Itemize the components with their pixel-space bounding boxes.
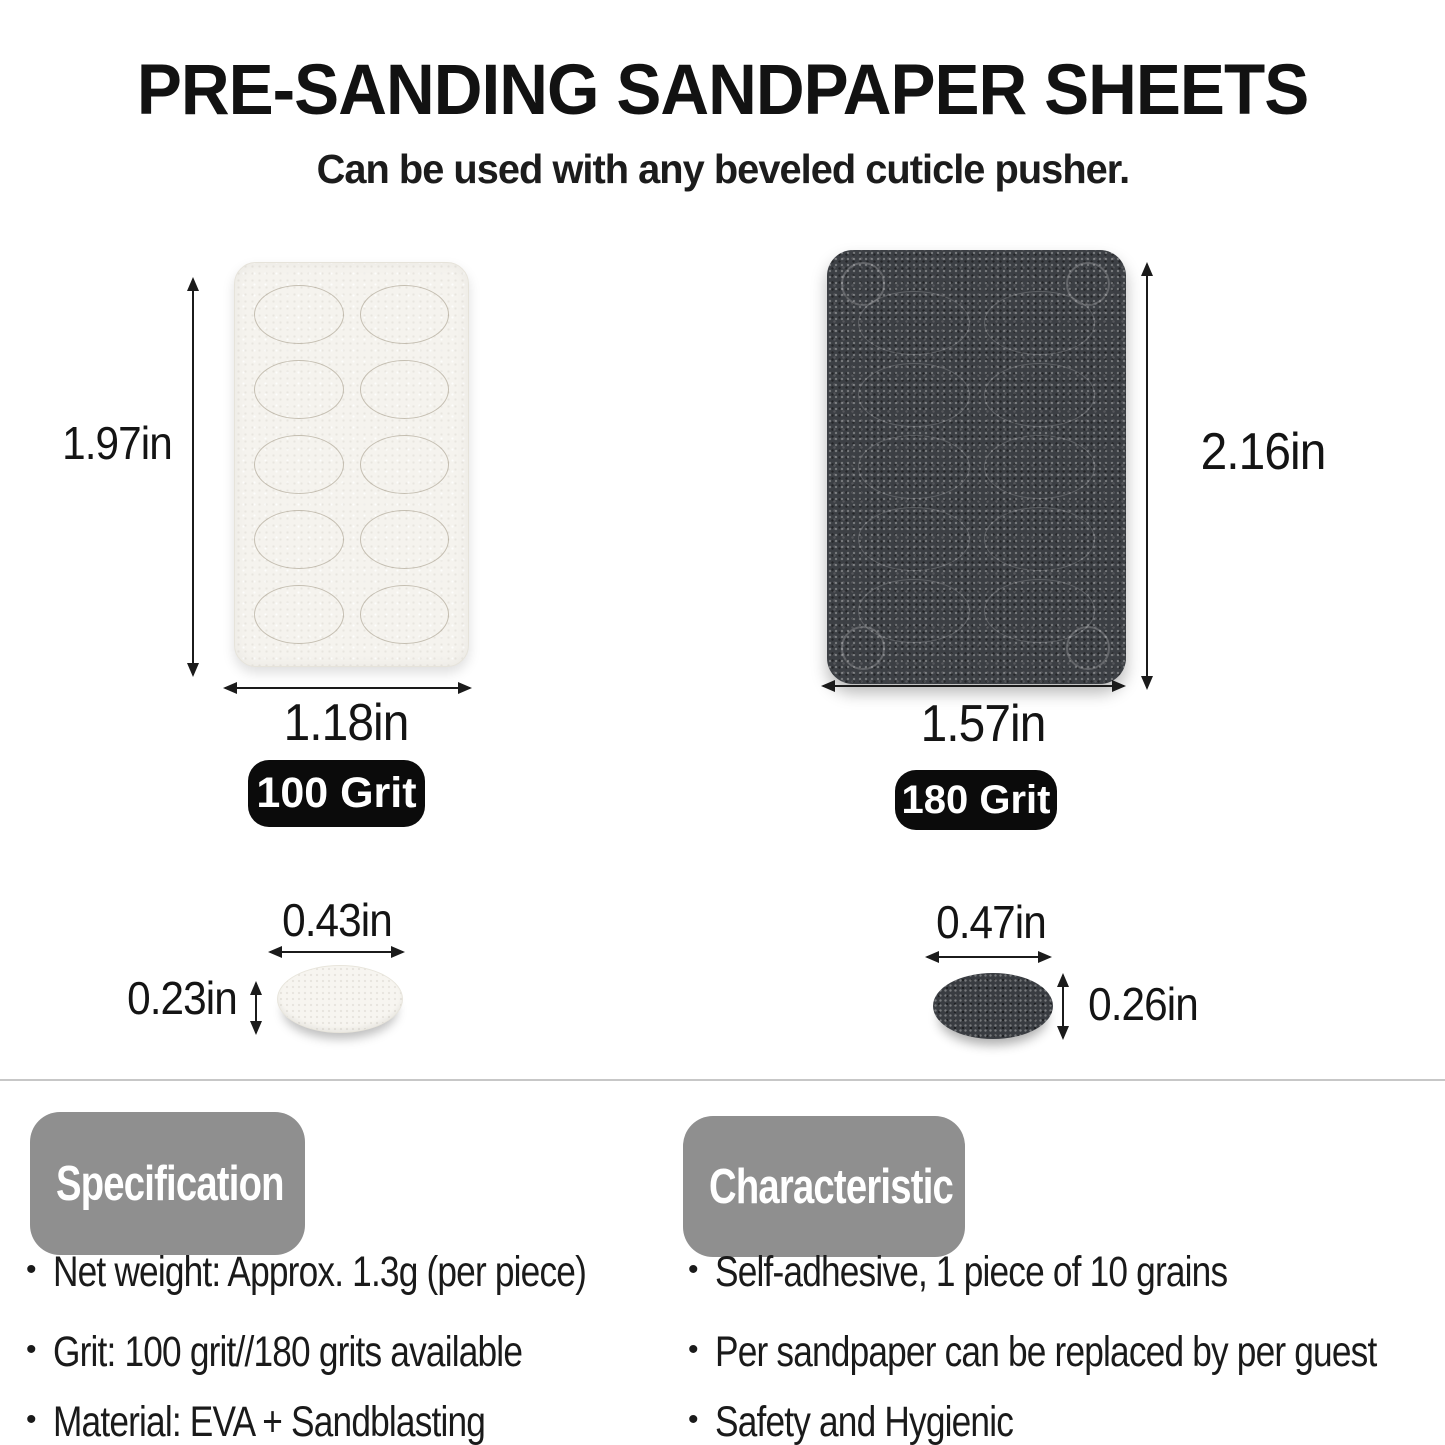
black-dot-height-label: 0.26in: [1088, 978, 1198, 1030]
white-dot-height-label: 0.23in: [127, 972, 237, 1024]
sandpaper-oval: [360, 285, 450, 344]
page-subtitle: [0, 146, 1445, 193]
sandpaper-oval: [360, 510, 450, 569]
sandpaper-oval: [858, 579, 970, 643]
dimension-arrow-horizontal: [270, 951, 403, 953]
sandpaper-oval: [858, 435, 970, 499]
dimension-arrow-vertical: [192, 279, 194, 675]
dimension-arrow-horizontal: [823, 685, 1124, 687]
specification-item: • Grit: 100 grit//180 grits available: [26, 1326, 625, 1378]
grit-badge-100: 100 Grit: [248, 760, 425, 827]
dimension-arrow-vertical: [255, 983, 257, 1033]
dimension-arrow-vertical: [1146, 264, 1148, 688]
sandpaper-oval: [254, 435, 344, 494]
section-divider: [0, 1079, 1445, 1081]
dimension-arrow-horizontal: [225, 687, 470, 689]
black-dot-width-label: 0.47in: [936, 896, 1046, 948]
sandpaper-oval: [984, 291, 1096, 355]
characteristic-item: • Safety and Hygienic: [688, 1396, 1078, 1445]
black-sandpaper-dot: [933, 973, 1053, 1039]
characteristic-item: • Self-adhesive, 1 piece of 10 grains: [688, 1246, 1339, 1298]
white-dot-width-label: 0.43in: [282, 894, 392, 946]
sandpaper-oval: [254, 585, 344, 644]
characteristic-heading-badge: [683, 1116, 965, 1257]
page-subtitle-text: Can be used with any beveled cuticle pusher.: [316, 146, 1129, 192]
page-title-text: PRE-SANDING SANDPAPER SHEETS: [136, 51, 1309, 130]
specification-item: • Net weight: Approx. 1.3g (per piece): [26, 1246, 703, 1298]
sandpaper-oval: [360, 435, 450, 494]
sandpaper-oval: [984, 435, 1096, 499]
white-sheet-oval-grid: [251, 283, 452, 646]
dimension-arrow-vertical: [1062, 975, 1064, 1038]
sandpaper-oval: [254, 510, 344, 569]
black-sandpaper-sheet: [827, 250, 1126, 684]
dimension-arrow-horizontal: [927, 956, 1050, 958]
black-sheet-height-label: 2.16in: [1200, 423, 1326, 481]
specification-heading: Specification: [56, 1156, 284, 1211]
sandpaper-oval: [858, 363, 970, 427]
sandpaper-oval: [984, 579, 1096, 643]
grit-badge-180: 180 Grit: [895, 770, 1057, 830]
sandpaper-oval: [858, 291, 970, 355]
specification-item: • Material: EVA + Sandblasting: [26, 1396, 579, 1445]
characteristic-heading: Characteristic: [709, 1159, 954, 1214]
sandpaper-oval: [858, 507, 970, 571]
sandpaper-oval: [360, 585, 450, 644]
white-sheet-height-label: 1.97in: [62, 417, 172, 469]
white-sandpaper-sheet: [234, 262, 469, 667]
sandpaper-oval: [254, 360, 344, 419]
white-sheet-width-label: 1.18in: [283, 694, 409, 752]
sandpaper-oval: [984, 363, 1096, 427]
sandpaper-oval: [360, 360, 450, 419]
page-title: [0, 50, 1445, 131]
black-sheet-width-label: 1.57in: [920, 695, 1046, 753]
sandpaper-oval: [254, 285, 344, 344]
specification-heading-badge: [30, 1112, 305, 1255]
white-sandpaper-dot: [277, 965, 403, 1033]
black-sheet-oval-grid: [855, 290, 1098, 644]
characteristic-item: • Per sandpaper can be replaced by per guest: [688, 1326, 1445, 1378]
sandpaper-oval: [984, 507, 1096, 571]
